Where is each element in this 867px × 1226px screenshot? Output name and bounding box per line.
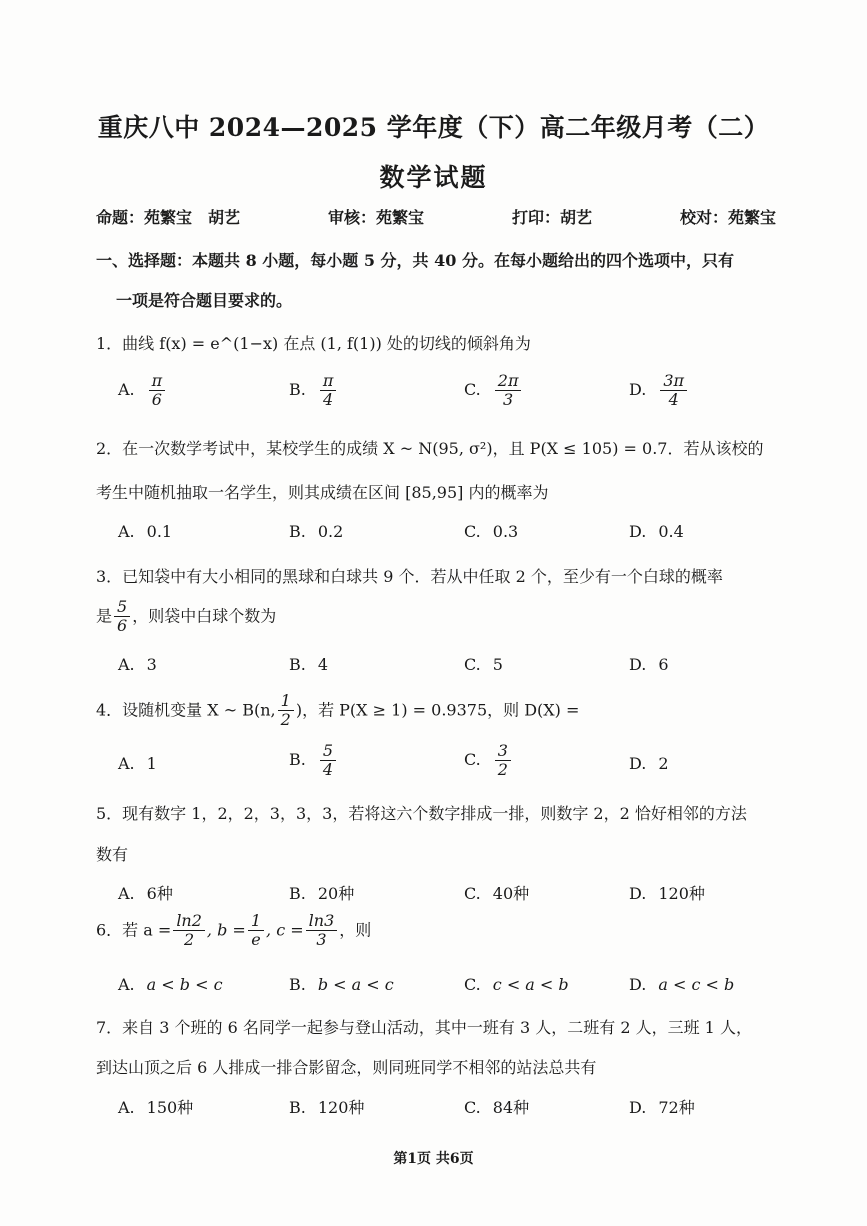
question-1-option-a: A. $\frac{\pi}{6}$ — [118, 372, 167, 410]
page-title: 重庆八中 2024—2025 学年度（下）高二年级月考（二） — [97, 113, 770, 142]
section-heading: 一、选择题：本题共 8 小题，每小题 5 分，共 40 分。在每小题给出的四个选项中，只有 — [96, 251, 734, 270]
question-4-option-d: D. 2 — [629, 754, 669, 773]
question-7-stem-cont: 到达山顶之后 6 人排成一排合影留念，则同班同学不相邻的站法总共有 — [96, 1058, 597, 1077]
question-3-option-b: B. 4 — [289, 655, 329, 674]
question-1-stem: 1．曲线 f(x) = e^(1−x) 在点 (1, f(1)) 处的切线的倾斜角为 — [96, 334, 531, 353]
question-7-stem: 7．来自 3 个班的 6 名同学一起参与登山活动，其中一班有 3 人，二班有 2 人，三班 1 人， — [96, 1018, 752, 1037]
question-7-option-d: D. 72种 — [629, 1098, 695, 1117]
question-5-stem-cont: 数有 — [96, 845, 129, 864]
page-number-footer: 第1页 共6页 — [393, 1151, 474, 1167]
question-3-option-c: C. 5 — [464, 655, 503, 674]
credit-reviewer: 审核：苑繁宝 — [327, 208, 424, 227]
question-4-option-b: B. $\frac{5}{4}$ — [289, 742, 338, 780]
question-7-option-c: C. 84种 — [464, 1098, 530, 1117]
section-heading-cont: 一项是符合题目要求的。 — [116, 291, 293, 310]
question-2-option-c: C. 0.3 — [464, 522, 519, 541]
question-3-option-a: A. 3 — [118, 655, 157, 674]
question-3-option-d: D. 6 — [629, 655, 669, 674]
question-5-option-a: A. 6种 — [118, 884, 173, 903]
question-4-option-c: C. $\frac{3}{2}$ — [464, 742, 513, 780]
question-1-option-b: B. $\frac{\pi}{4}$ — [289, 372, 338, 410]
question-2-option-a: A. 0.1 — [118, 522, 173, 541]
credits-line — [96, 205, 776, 228]
question-4-option-a: A. 1 — [118, 754, 157, 773]
question-7-option-a: A. 150种 — [118, 1098, 194, 1117]
question-7-option-b: B. 120种 — [289, 1098, 365, 1117]
question-6-option-d: D. a < c < b — [629, 975, 735, 994]
question-1-option-d: D. $\frac{3\pi}{4}$ — [629, 372, 689, 410]
question-2-option-b: B. 0.2 — [289, 522, 344, 541]
question-6-stem: 6．若 a = $\frac{\ln 2}{2}$ , b = $\frac{1}{e}$ , c = $\frac{\ln 3}{3}$ ，则 — [96, 911, 372, 950]
question-2-stem: 2．在一次数学考试中，某校学生的成绩 X ~ N(95, σ²)，且 P(X ≤ 105) = 0.7．若从该校的 — [96, 439, 764, 458]
question-6-option-a: A. a < b < c — [118, 975, 223, 994]
question-6-option-b: B. b < a < c — [289, 975, 394, 994]
question-3-stem: 3．已知袋中有大小相同的黑球和白球共 9 个．若从中任取 2 个，至少有一个白球的概率 — [96, 567, 723, 586]
question-4-stem: 4．设随机变量 X ~ B(n, $\frac{1}{2}$ )，若 P(X ≥ 1) = 0.9375，则 D(X) = — [96, 691, 580, 730]
credit-author: 命题：苑繁宝 胡艺 — [96, 208, 241, 227]
question-2-option-d: D. 0.4 — [629, 522, 684, 541]
question-5-stem: 5．现有数字 1，2，2，3，3，3，若将这六个数字排成一排，则数字 2，2 恰好相邻的方法 — [96, 804, 747, 823]
question-3-stem-cont: 是 $\frac{5}{6}$ ，则袋中白球个数为 — [96, 597, 277, 636]
question-2-stem-cont: 考生中随机抽取一名学生，则其成绩在区间 [85,95] 内的概率为 — [96, 483, 549, 502]
question-5-option-b: B. 20种 — [289, 884, 355, 903]
question-5-option-c: C. 40种 — [464, 884, 530, 903]
question-5-option-d: D. 120种 — [629, 884, 705, 903]
credit-proofreader: 校对：苑繁宝 — [679, 208, 776, 227]
question-6-option-c: C. c < a < b — [464, 975, 569, 994]
page-subtitle: 数学试题 — [379, 163, 488, 192]
question-1-option-c: C. $\frac{2\pi}{3}$ — [464, 372, 523, 410]
credit-printer: 打印：胡艺 — [511, 208, 592, 227]
